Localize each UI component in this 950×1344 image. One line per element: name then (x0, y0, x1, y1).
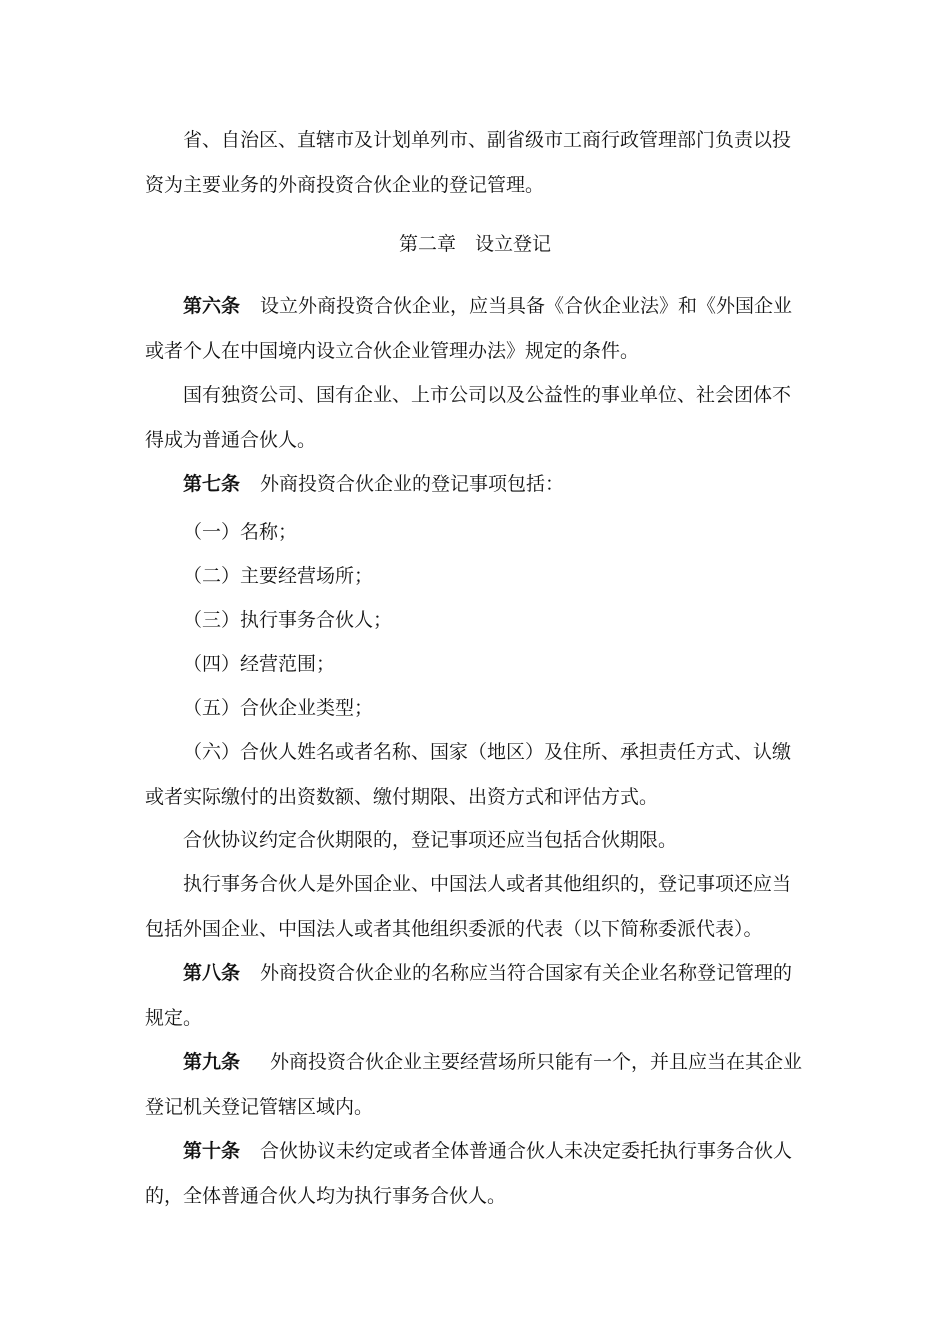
list-item: （一）名称； (183, 521, 298, 543)
article-7-paragraph-3: 执行事务合伙人是外国企业、中国法人或者其他组织的，登记事项还应当包括外国企业、中国法人或者其他组织委派的代表（以下简称委派代表）。 (145, 873, 792, 940)
list-item: （四）经营范围； (183, 653, 336, 675)
list-item-6: （六）合伙人姓名或者名称、国家（地区）及住所、承担责任方式、认缴或者实际缴付的出资数额、缴付期限、出资方式和评估方式。 (145, 741, 792, 808)
article-7-paragraph-2: 合伙协议约定合伙期限的，登记事项还应当包括合伙期限。 (183, 829, 678, 851)
article-6-text: 设立外商投资合伙企业，应当具备《合伙企业法》和《外国企业或者个人在中国境内设立合伙企业管理办法》规定的条件。 (145, 295, 793, 362)
article-9-label: 第九条 (183, 1051, 241, 1073)
intro-paragraph: 省、自治区、直辖市及计划单列市、副省级市工商行政管理部门负责以投资为主要业务的外商投资合伙企业的登记管理。 (145, 129, 792, 196)
article-9-text: 外商投资合伙企业主要经营场所只能有一个，并且应当在其企业登记机关登记管辖区域内。 (145, 1051, 803, 1118)
article-8-text: 外商投资合伙企业的名称应当符合国家有关企业名称登记管理的规定。 (145, 962, 793, 1029)
article-10-label: 第十条 (183, 1140, 241, 1162)
article-10-text: 合伙协议未约定或者全体普通合伙人未决定委托执行事务合伙人的，全体普通合伙人均为执行事务合伙人。 (145, 1140, 793, 1207)
list-item: （三）执行事务合伙人； (183, 609, 393, 631)
list-item: （五）合伙企业类型； (183, 697, 374, 719)
article-6 (145, 284, 807, 373)
article-8 (145, 951, 807, 1040)
article-6-label: 第六条 (183, 295, 241, 317)
chapter-heading: 第二章 设立登记 (398, 233, 551, 255)
article-10 (145, 1129, 807, 1218)
article-7-text: 外商投资合伙企业的登记事项包括： (260, 473, 565, 495)
article-8-label: 第八条 (183, 962, 241, 984)
article-7-label: 第七条 (183, 473, 241, 495)
list-item: （二）主要经营场所； (183, 565, 374, 587)
article-7 (145, 462, 807, 507)
article-9 (145, 1040, 807, 1129)
article-6-paragraph-2: 国有独资公司、国有企业、上市公司以及公益性的事业单位、社会团体不得成为普通合伙人。 (145, 384, 792, 451)
